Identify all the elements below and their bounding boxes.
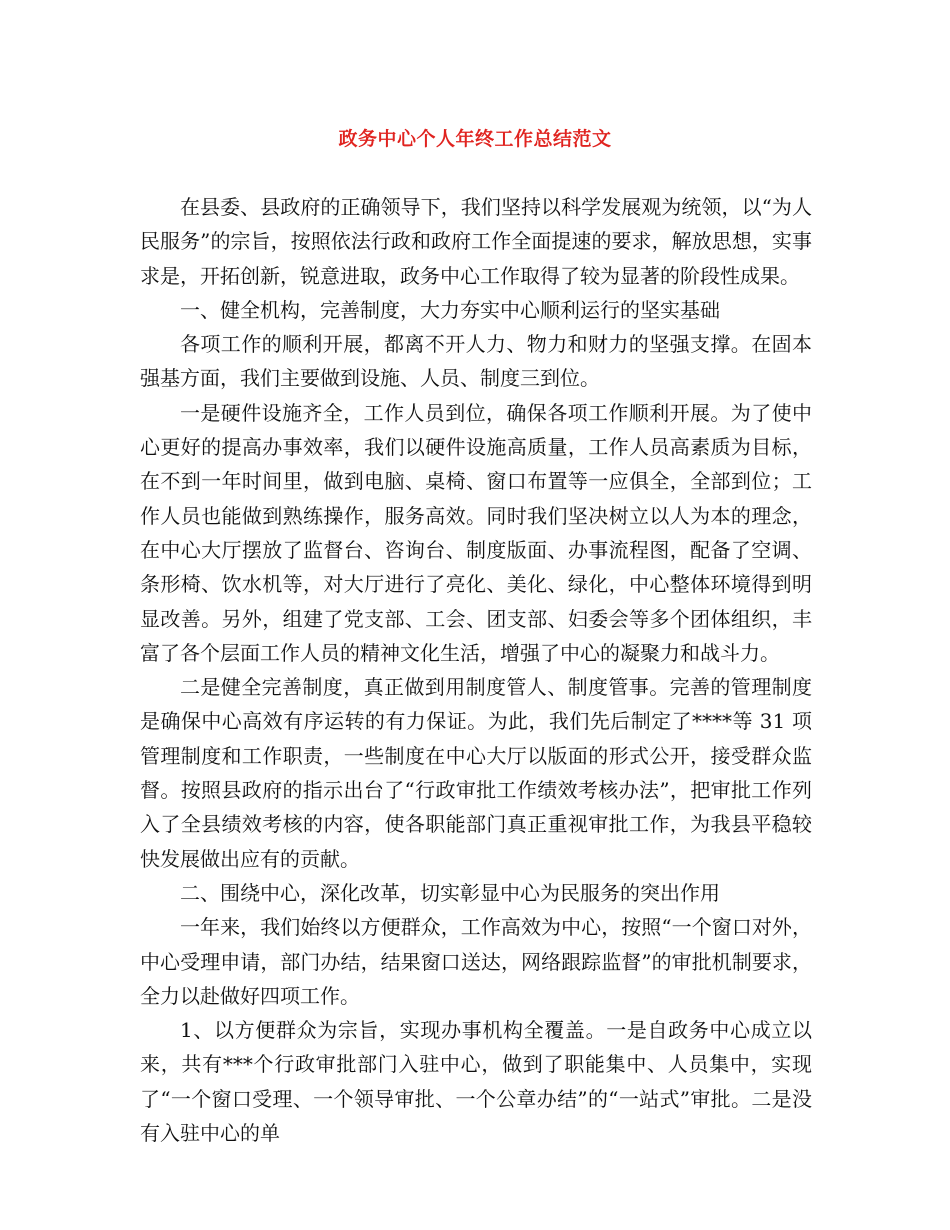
paragraph: 一是硬件设施齐全，工作人员到位，确保各项工作顺利开展。为了使中心更好的提高办事效率，我们以硬件设施高质量，工作人员高素质为目标，在不到一年时间里，做到电脑、桌椅、窗口布置等一应俱全，全部到位；工作人员也能做到熟练操作，服务高效。同时我们坚决树立以人为本的理念，在中心大厅摆放了监督台、咨询台、制度版面、办事流程图，配备了空调、条形椅、饮水机等，对大厅进行了亮化、美化、绿化，中心整体环境得到明显改善。另外，组建了党支部、工会、团支部、妇委会等多个团体组织，丰富了各个层面工作人员的精神文化生活，增强了中心的凝聚力和战斗力。 xyxy=(140,400,812,665)
paragraph: 各项工作的顺利开展，都离不开人力、物力和财力的坚强支撑。在固本强基方面，我们主要做到设施、人员、制度三到位。 xyxy=(140,332,812,391)
document-title: 政务中心个人年终工作总结范文 xyxy=(338,128,612,150)
document-body xyxy=(140,190,812,1150)
paragraph: 1、以方便群众为宗旨，实现办事机构全覆盖。一是自政务中心成立以来，共有***个行政审批部门入驻中心，做到了职能集中、人员集中，实现了“一个窗口受理、一个领导审批、一个公章办结”的“一站式”审批。二是没有入驻中心的单 xyxy=(140,1018,812,1146)
paragraph-intro: 在县委、县政府的正确领导下，我们坚持以科学发展观为统领，以“为人民服务”的宗旨，按照依法行政和政府工作全面提速的要求，解放思想，实事求是，开拓创新，锐意进取，政务中心工作取得了较为显著的阶段性成果。 xyxy=(140,195,812,288)
section-heading-2: 二、围绕中心，深化改革，切实彰显中心为民服务的突出作用 xyxy=(180,880,720,905)
section-heading-1: 一、健全机构，完善制度，大力夯实中心顺利运行的坚实基础 xyxy=(180,297,720,322)
paragraph: 一年来，我们始终以方便群众，工作高效为中心，按照“一个窗口对外，中心受理申请，部门办结，结果窗口送达，网络跟踪监督”的审批机制要求，全力以赴做好四项工作。 xyxy=(140,915,812,1008)
paragraph: 二是健全完善制度，真正做到用制度管人、制度管事。完善的管理制度是确保中心高效有序运转的有力保证。为此，我们先后制定了****等 31 项管理制度和工作职责，一些制度在中心大厅以版面的形式公开，接受群众监督。按照县政府的指示出台了“行政审批工作绩效考核办法”，把审批工作列入了全县绩效考核的内容，使各职能部门真正重视审批工作，为我县平稳较快发展做出应有的贡献。 xyxy=(140,675,812,871)
